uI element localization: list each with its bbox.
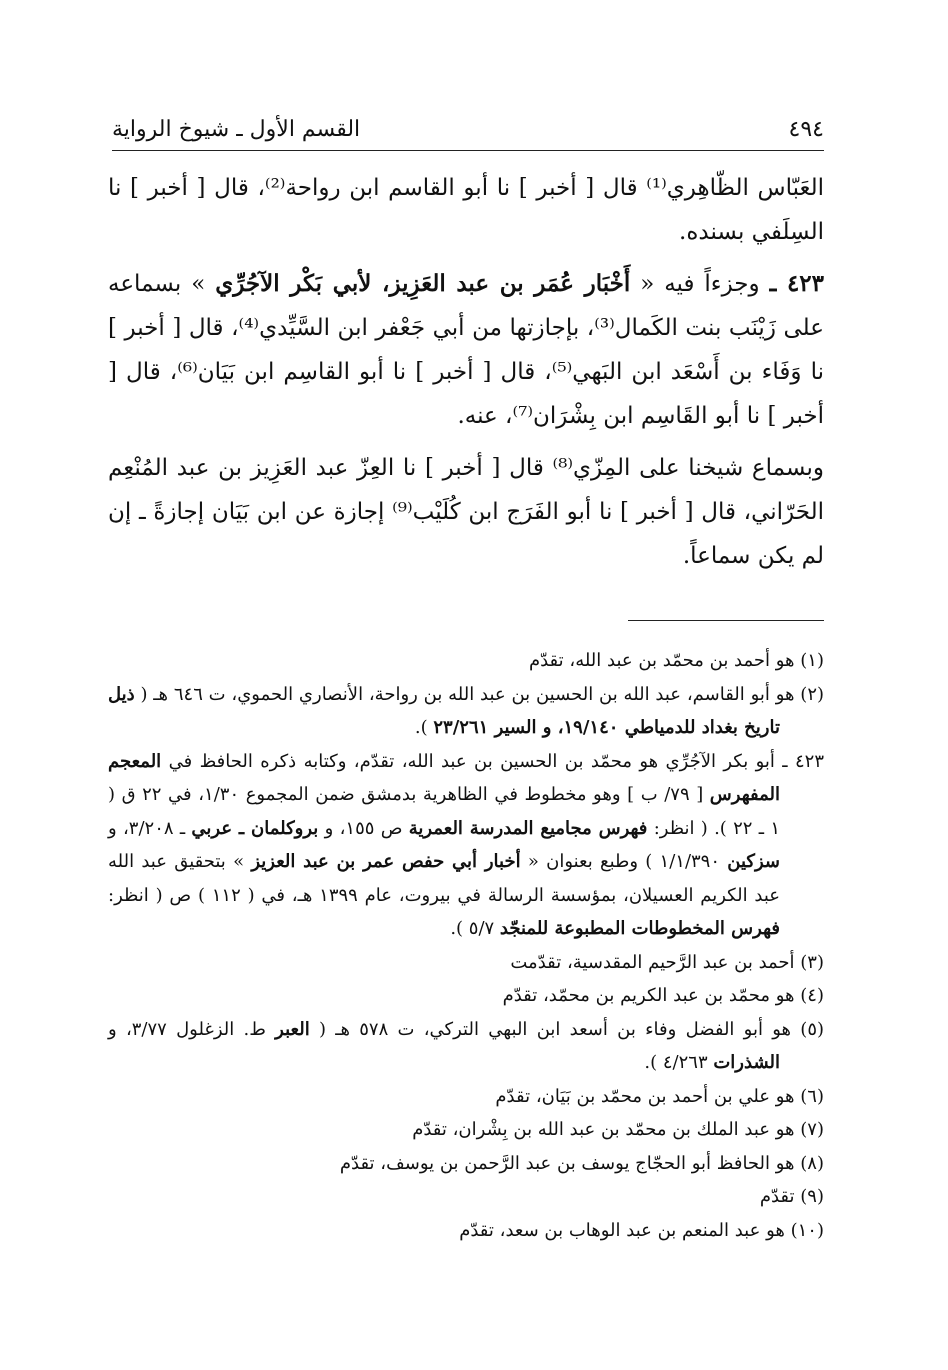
- footnote-423-i: ١/١/٣٩٠ ) وطبع بعنوان «: [520, 851, 728, 872]
- entry-number: ٤٢٣ ـ: [769, 270, 825, 297]
- footnote-423-d: فهرس مجاميع المدرسة العمرية: [408, 817, 648, 839]
- footnote-423-l: فهرس المخطوطات المطبوعة للمنجّد: [499, 918, 780, 939]
- footnote-8: (٨) هو الحافظ أبو الحجّاج يوسف بن عبد الرَّحمن بن يوسف، تقدّم: [339, 1152, 824, 1174]
- footnote-5: [108, 1013, 824, 1080]
- footnote-423-f: بروكلمان ـ عربي: [191, 817, 319, 839]
- footnote-4: (٤) هو محمّد بن عبد الكريم بن محمّد، تقدّم: [502, 985, 824, 1006]
- footnote-423-j: أخبار أبي حفص عمر بن عبد العزيز: [251, 851, 521, 872]
- page-number: ٤٩٤: [788, 116, 824, 142]
- page-header: [112, 112, 824, 146]
- footnote-423-c: [ ٧٩/ ب ] وهو مخطوط في الظاهرية بدمشق ضمن المجموع ١/٣٠، في ٢٢ ق ( ١ ـ ٢٢ ). ( انظر:: [108, 784, 780, 839]
- entry-rest: بسماعه على زَيْنَب بنت الكَمال⁽³⁾، بإجازتها من أبي جَعْفر ابن السَّيِّدي⁽⁴⁾، قال [ أخبر ] نا وَفَاء بن أَسْعَد ابن البَهي⁽⁵⁾، قال [ أخبر ] نا أبو القاسِم ابن بَيَان⁽⁶⁾، قال [ أخبر ] نا أبو القَاسِم ابن بِشْرَان⁽⁷⁾، عنه.: [108, 271, 824, 429]
- footnote-423-g: ـ ٣/٢٠٨، و: [108, 817, 192, 839]
- footnote-2-text: (٢) هو أبو القاسم، عبد الله بن الحسين بن عبد الله بن رواحة، الأنصاري الحموي، ت ٦٤٦ هـ (: [134, 683, 825, 705]
- entry-close: »: [191, 271, 206, 297]
- footnote-5-e: ٤/٢٦٣ ).: [644, 1052, 714, 1073]
- footnote-separator: [628, 620, 824, 621]
- footnote-423-a: ٤٢٣ ـ أبو بكر الآجُرِّي هو محمّد بن الحسين بن عبد الله، تقدّم، وكتابه ذكره الحافظ في: [161, 750, 824, 772]
- footnote-9: (٩) تقدّم: [759, 1186, 824, 1207]
- footnote-423-k: » بتحقيق عبد الله عبد الكريم العسيلان، بمؤسسة الرسالة في بيروت، عام ١٣٩٩ هـ، في ( ١١٢ ) ص ( انظر:: [108, 851, 781, 906]
- footnote-423-h: سزكين: [727, 851, 780, 872]
- footnotes: [108, 644, 824, 1247]
- footnote-2-end: ).: [414, 717, 434, 738]
- footnote-423-e: ص ١٥٥، و: [318, 817, 409, 839]
- footnote-3: (٣) أحمد بن عبد الرَّحيم المقدسية، تقدّمت: [510, 951, 824, 973]
- footnote-5-d: الشذرات: [713, 1052, 780, 1073]
- entry-intro: وجزءاً فيه «: [640, 271, 760, 297]
- main-text: [108, 166, 824, 586]
- section-title: القسم الأول ـ شيوخ الرواية: [112, 116, 361, 142]
- header-rule: [112, 150, 824, 151]
- footnote-5-b: العبر: [275, 1018, 310, 1040]
- footnote-5-c: ط. الزغلول ٣/٧٧، و: [108, 1018, 276, 1040]
- footnote-5-a: (٥) هو أبو الفضل وفاء بن أسعد ابن البهي التركي، ت ٥٧٨ هـ (: [309, 1018, 825, 1040]
- footnote-423-m: ٥/٧ ).: [450, 918, 500, 939]
- entry-title: أَخْبَار عُمَر بن عبد العَزِيز، لأبي بَكْر الآجُرِّي: [215, 270, 631, 297]
- footnote-6: (٦) هو علي بن أحمد بن محمّد بن بَيَان، تقدّم: [495, 1085, 824, 1107]
- footnote-1: (١) هو أحمد بن محمّد بن عبد الله، تقدّم: [528, 650, 824, 671]
- entry-423: [108, 262, 824, 438]
- paragraph-1: العَبّاس الظّاهِري⁽¹⁾ قال [ أخبر ] نا أبو القاسم ابن رواحة⁽²⁾، قال [ أخبر ] نا السِلَفي بسنده.: [108, 175, 825, 245]
- footnote-423-b: المعجم المفهرس: [108, 750, 780, 805]
- footnote-2-ref: ذيل تاريخ بغداد للدمياطي ١٩/١٤٠، و السير ٢٣/٢٦١: [108, 683, 780, 738]
- footnote-2: [108, 678, 824, 745]
- footnote-10: (١٠) هو عبد المنعم بن عبد الوهاب بن سعد، تقدّم: [459, 1219, 824, 1241]
- footnote-7: (٧) هو عبد الملك بن محمّد بن عبد الله بن بِشْران، تقدّم: [412, 1119, 824, 1140]
- paragraph-3: وبسماع شيخنا على المِزّي⁽⁸⁾ قال [ أخبر ] نا العِزّ عبد العَزِيز بن عبد المُنْعِم الحَرّاني، قال [ أخبر ] نا أبو الفَرَج ابن كُلَيْب⁽⁹⁾ إجازة عن ابن بَيَان إجازةً ـ إن لم يكن سماعاً.: [108, 455, 824, 569]
- footnote-423: [108, 745, 824, 946]
